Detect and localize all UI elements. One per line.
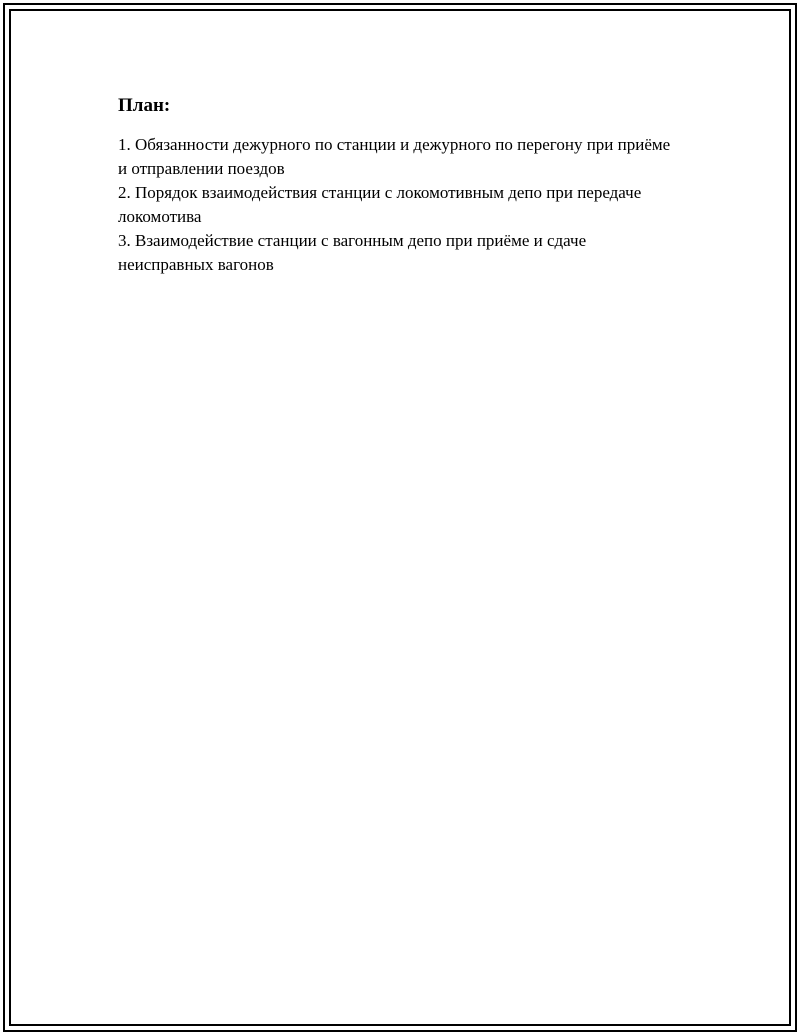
plan-item-2: 2. Порядок взаимодействия станции с локомотивным депо при передаче локомотива (118, 183, 642, 226)
plan-item-1: 1. Обязанности дежурного по станции и дежурного по перегону при приёме и отправлении поездов (118, 135, 671, 178)
plan-heading: План: (118, 95, 171, 116)
plan-item-3: 3. Взаимодействие станции с вагонным депо при приёме и сдаче неисправных вагонов (118, 231, 587, 274)
plan-list (118, 133, 678, 277)
document-body (118, 94, 678, 277)
